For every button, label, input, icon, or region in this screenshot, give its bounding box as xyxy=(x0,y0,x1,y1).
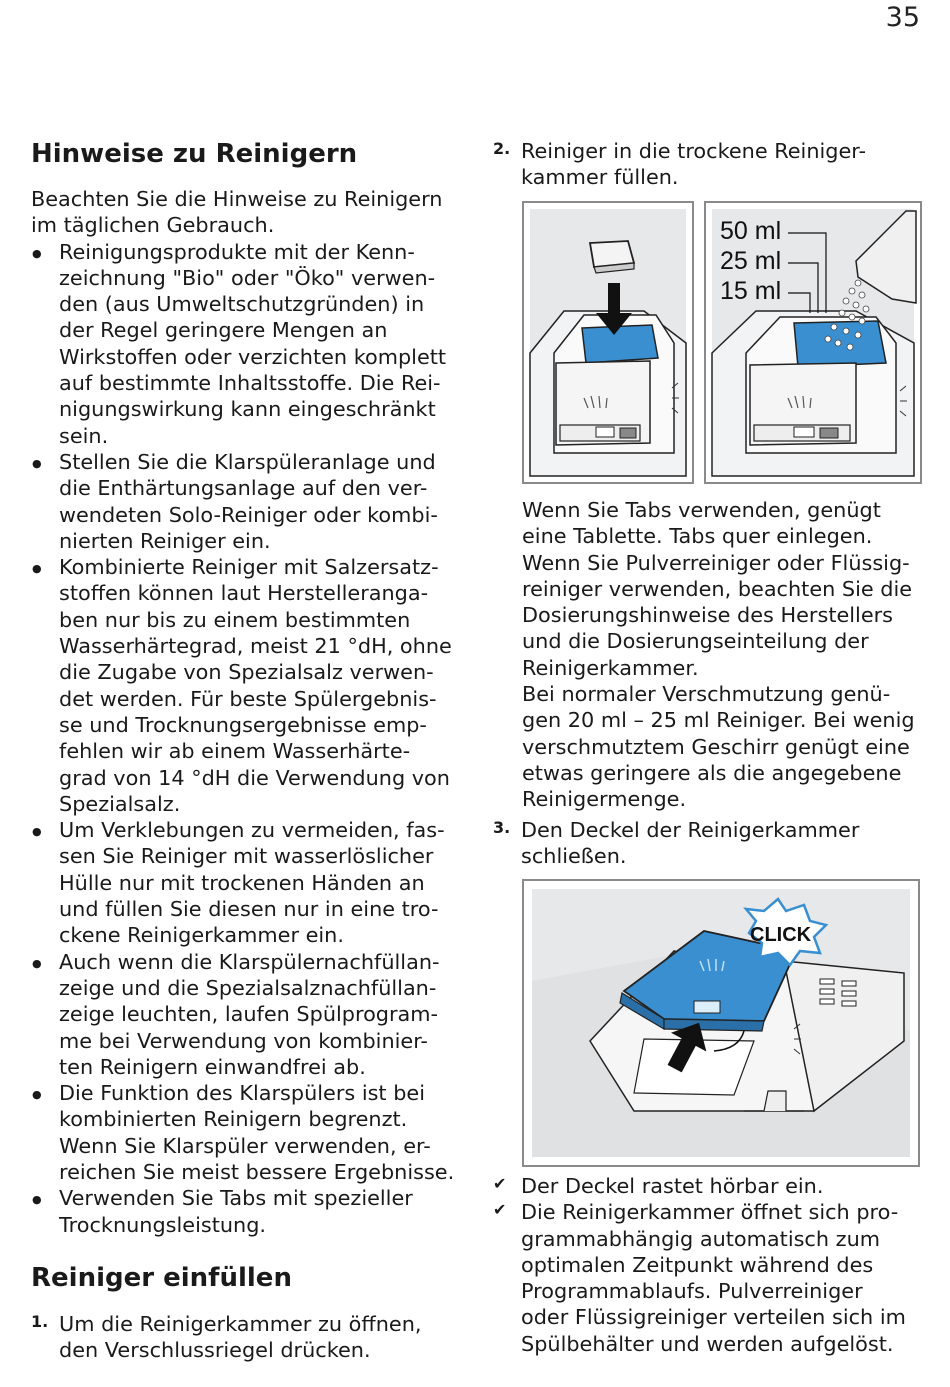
amount-line: etwas geringere als die angegebene xyxy=(522,760,902,785)
figure-tab-insert xyxy=(522,201,694,484)
bullet-item xyxy=(31,949,471,1080)
bullet-line: zeichnung "Bio" oder "Öko" verwen- xyxy=(59,265,436,290)
page-number: 35 xyxy=(885,2,920,33)
dosage-label-25: 25 ml xyxy=(720,247,782,275)
step-2-text xyxy=(521,138,950,191)
dosage-line: eine Tablette. Tabs quer einlegen. xyxy=(522,524,873,549)
step-3-number: 3. xyxy=(493,818,511,837)
bullet-line: zeige leuchten, laufen Spülprogram- xyxy=(59,1002,439,1027)
bullet-dot: ● xyxy=(32,956,42,970)
bullet-line: ckene Reinigerkammer ein. xyxy=(59,923,344,948)
bullet-line: und füllen Sie diesen nur in eine tro- xyxy=(59,897,439,922)
bullet-line: Um Verklebungen zu vermeiden, fas- xyxy=(59,818,445,843)
bullet-line: auf bestimmte Inhaltsstoffe. Die Rei- xyxy=(59,371,441,396)
bullet-line: fehlen wir ab einem Wasserhärte- xyxy=(59,739,411,764)
bullet-line: stoffen können laut Herstelleranga- xyxy=(59,581,429,606)
intro-line: Beachten Sie die Hinweise zu Reinigern xyxy=(31,187,443,211)
bullet-line: Wirkstoffen oder verzichten komplett xyxy=(59,344,447,369)
dosage-line: und die Dosierungseinteilung der xyxy=(522,629,869,654)
result-line: oder Flüssigreiniger verteilen sich im xyxy=(521,1305,906,1330)
amount-line: gen 20 ml – 25 ml Reiniger. Bei wenig xyxy=(522,708,915,733)
result-item xyxy=(493,1173,923,1199)
result-line: optimalen Zeitpunkt während des xyxy=(521,1252,874,1277)
result-list xyxy=(493,1173,923,1357)
notes-body xyxy=(31,186,471,1238)
bullet-line: ten Reinigern einwandfrei ab. xyxy=(59,1054,366,1079)
step-1-number: 1. xyxy=(31,1312,49,1331)
heading-notes: Hinweise zu Reinigern xyxy=(31,139,358,169)
dosage-label-15: 15 ml xyxy=(720,277,782,305)
result-line: grammabhängig automatisch zum xyxy=(521,1226,881,1251)
dosage-label-50: 50 ml xyxy=(720,217,782,245)
amount-paragraph xyxy=(522,681,922,812)
bullet-item xyxy=(31,239,471,449)
dosage-paragraph xyxy=(522,497,922,681)
dosage-line: Dosierungshinweise des Herstellers xyxy=(522,603,894,628)
bullet-line: Trocknungsleistung. xyxy=(59,1212,267,1237)
step-1 xyxy=(31,1311,499,1364)
bullet-line: nigungswirkung kann eingeschränkt xyxy=(59,397,436,422)
step-2-line: Reiniger in die trockene Reiniger- xyxy=(521,139,867,163)
step-2-line: kammer füllen. xyxy=(521,165,679,190)
amount-line: Reinigermenge. xyxy=(522,787,687,812)
bullet-line: sein. xyxy=(59,423,109,448)
step-1-text xyxy=(59,1311,499,1364)
bullet-dot: ● xyxy=(32,456,42,470)
result-line: Programmablaufs. Pulverreiniger xyxy=(521,1279,863,1304)
tab-insert-illustration xyxy=(524,203,692,482)
bullet-line: Kombinierte Reiniger mit Salzersatz- xyxy=(59,555,439,580)
bullet-line: die Enthärtungsanlage auf den ver- xyxy=(59,476,428,501)
result-item xyxy=(493,1199,923,1357)
intro-line: im täglichen Gebrauch. xyxy=(31,213,275,238)
bullet-line: der Regel geringere Mengen an xyxy=(59,318,388,343)
amount-line: Bei normaler Verschmutzung genü- xyxy=(522,682,891,706)
bullet-dot: ● xyxy=(32,1193,42,1207)
bullet-line: ben nur bis zu einem bestimmten xyxy=(59,607,411,632)
bullet-item xyxy=(31,554,471,817)
dosage-line: reiniger verwenden, beachten Sie die xyxy=(522,576,913,601)
bullet-line: sen Sie Reiniger mit wasserlöslicher xyxy=(59,844,434,869)
result-line: Der Deckel rastet hörbar ein. xyxy=(521,1174,824,1198)
bullet-line: det werden. Für beste Spülergebnis- xyxy=(59,686,437,711)
bullet-line: Verwenden Sie Tabs mit spezieller xyxy=(59,1186,413,1211)
figure-powder-dosage xyxy=(704,201,922,484)
bullet-line: die Zugabe von Spezialsalz verwen- xyxy=(59,660,434,685)
bullet-dot: ● xyxy=(32,246,42,260)
step-3-text xyxy=(521,817,950,870)
bullet-line: reichen Sie meist bessere Ergebnisse. xyxy=(59,1159,455,1184)
bullet-item xyxy=(31,1185,471,1238)
step-2-number: 2. xyxy=(493,139,511,158)
step-3 xyxy=(493,817,950,870)
dosage-line: Reinigerkammer. xyxy=(522,655,699,680)
amount-line: verschmutztem Geschirr genügt eine xyxy=(522,734,910,759)
heading-fill: Reiniger einfüllen xyxy=(31,1263,292,1293)
bullet-item xyxy=(31,1080,471,1185)
click-label: CLICK xyxy=(750,924,812,946)
bullet-line: Reinigungsprodukte mit der Kenn- xyxy=(59,239,415,264)
result-line: Die Reinigerkammer öffnet sich pro- xyxy=(521,1200,899,1225)
bullet-line: kombinierten Reinigern begrenzt. xyxy=(59,1107,408,1132)
bullet-line: Wenn Sie Klarspüler verwenden, er- xyxy=(59,1133,431,1158)
close-lid-illustration xyxy=(524,881,918,1165)
bullet-item xyxy=(31,817,471,948)
bullet-item xyxy=(31,449,471,554)
bullet-line: nierten Reiniger ein. xyxy=(59,528,271,553)
bullet-line: Spezialsalz. xyxy=(59,791,181,816)
bullet-line: den (aus Umweltschutzgründen) in xyxy=(59,292,425,317)
step-3-line: schließen. xyxy=(521,844,627,869)
bullet-line: grad von 14 °dH die Verwendung von xyxy=(59,765,450,790)
bullet-line: Die Funktion des Klarspülers ist bei xyxy=(59,1081,425,1106)
step-2 xyxy=(493,138,950,191)
bullet-line: wendeten Solo-Reiniger oder kombi- xyxy=(59,502,438,527)
bullet-line: zeige und die Spezialsalznachfüllan- xyxy=(59,975,437,1000)
bullet-line: Hülle nur mit trockenen Händen an xyxy=(59,870,425,895)
bullet-dot: ● xyxy=(32,825,42,839)
step-1-line: Um die Reinigerkammer zu öffnen, xyxy=(59,1312,422,1336)
bullet-line: se und Trocknungsergebnisse emp- xyxy=(59,712,427,737)
bullet-line: Auch wenn die Klarspülernachfüllan- xyxy=(59,949,440,974)
step-1-line: den Verschlussriegel drücken. xyxy=(59,1338,371,1363)
step-3-line: Den Deckel der Reinigerkammer xyxy=(521,818,860,842)
result-line: Spülbehälter und werden aufgelöst. xyxy=(521,1331,894,1356)
bullet-line: Wasserhärtegrad, meist 21 °dH, ohne xyxy=(59,634,452,659)
checkmark-icon: ✔ xyxy=(493,1174,507,1193)
bullet-line: Stellen Sie die Klarspüleranlage und xyxy=(59,449,436,474)
dosage-line: Wenn Sie Tabs verwenden, genügt xyxy=(522,498,881,522)
intro-paragraph xyxy=(31,186,471,239)
bullet-dot: ● xyxy=(32,1088,42,1102)
checkmark-icon: ✔ xyxy=(493,1200,507,1220)
figure-close-lid xyxy=(522,879,920,1167)
dosage-line: Wenn Sie Pulverreiniger oder Flüssig- xyxy=(522,550,910,575)
powder-dosage-illustration xyxy=(706,203,920,482)
bullet-dot: ● xyxy=(32,562,42,576)
bullet-line: me bei Verwendung von kombinier- xyxy=(59,1028,428,1053)
